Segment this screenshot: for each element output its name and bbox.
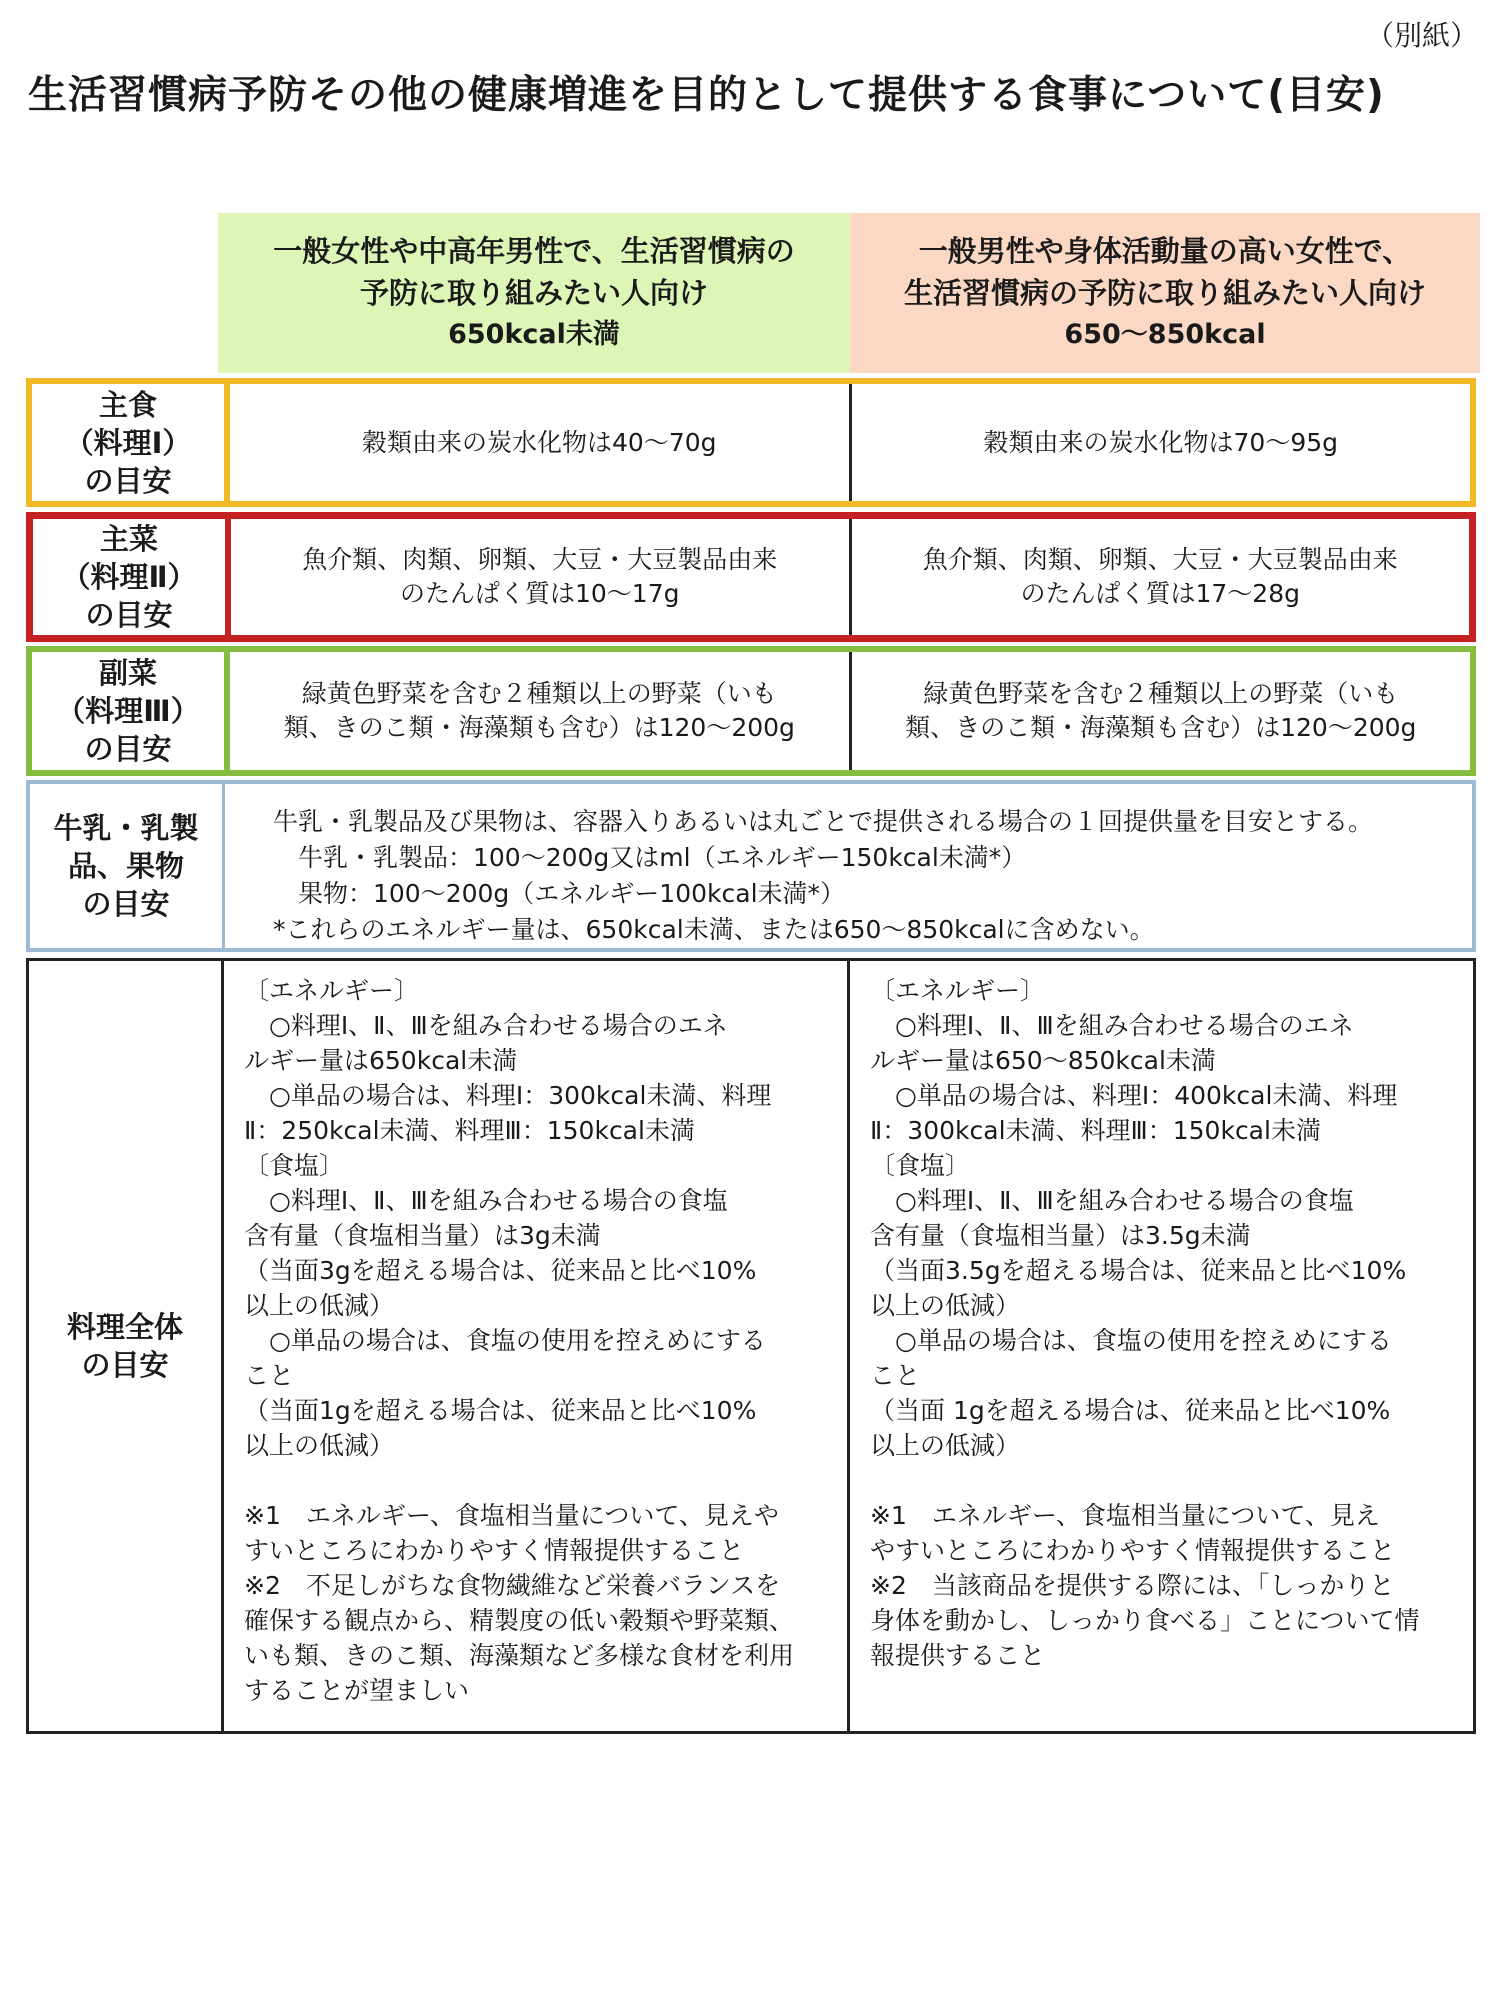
cell-line: ルギー量は650～850kcal未満 (870, 1046, 1216, 1075)
row-label-line: 主菜 (99, 522, 158, 556)
row-label-main-dish (33, 519, 225, 635)
cell-overall-650 (221, 961, 847, 1731)
cell-line: 〔エネルギー〕 (244, 976, 420, 1005)
column-header-line: 生活習慣病の予防に取り組みたい人向け (903, 276, 1426, 310)
row-side-dish (26, 646, 1476, 776)
cell-line: のたんぱく質は10～17g (399, 579, 680, 608)
row-label-line: 副菜 (98, 656, 157, 690)
column-header-kcal: 650～850kcal (1064, 319, 1266, 350)
cell-milk-fruit (222, 784, 1472, 948)
page-title: 生活習慣病予防その他の健康増進を目的として提供する食事について(目安) (28, 73, 1385, 118)
cell-line: ○料理Ⅰ、Ⅱ、Ⅲを組み合わせる場合のエネ (244, 1011, 728, 1040)
column-header-line: 予防に取り組みたい人向け (359, 276, 708, 310)
cell-line: 以上の低減） (244, 1431, 395, 1460)
cell-line: Ⅱ：250kcal未満、料理Ⅲ：150kcal未満 (244, 1116, 695, 1145)
cell-line: 以上の低減） (870, 1291, 1021, 1320)
cell-line: （当面3.5gを超える場合は、従来品と比べ10% (870, 1256, 1407, 1285)
cell-staple-650-850 (849, 384, 1471, 501)
cell-staple-650 (224, 384, 849, 501)
row-label-overall (29, 961, 221, 1731)
cell-line: ※1 エネルギー、食塩相当量について、見え (870, 1501, 1380, 1530)
cell-line: ○料理Ⅰ、Ⅱ、Ⅲを組み合わせる場合のエネ (870, 1011, 1354, 1040)
cell-line: 牛乳・乳製品及び果物は、容器入りあるいは丸ごとで提供される場合の１回提供量を目安とする。 (273, 807, 1374, 836)
row-label-line: の目安 (82, 887, 170, 921)
cell-line: （当面3gを超える場合は、従来品と比べ10% (244, 1256, 757, 1285)
cell-line: することが望ましい (244, 1676, 470, 1705)
row-label-staple (32, 384, 224, 501)
cell-side-650-850 (849, 652, 1471, 770)
row-label-line: 主食 (98, 387, 157, 422)
cell-line: 緑黄色野菜を含む２種類以上の野菜（いも (923, 679, 1399, 708)
cell-line: 魚介類、肉類、卵類、大豆・大豆製品由来 (922, 545, 1398, 574)
cell-line: ○単品の場合は、食塩の使用を控えめにする (870, 1326, 1392, 1355)
cell-line (244, 1463, 837, 1498)
cell-line: ○単品の場合は、料理Ⅰ：300kcal未満、料理 (244, 1081, 772, 1110)
cell-line: ○単品の場合は、食塩の使用を控えめにする (244, 1326, 766, 1355)
cell-line: 牛乳・乳製品：100～200g又はml（エネルギー150kcal未満*） (273, 843, 1027, 872)
cell-line: 類、きのこ類・海藻類も含む）は120～200g (283, 713, 795, 742)
cell-line: （当面1gを超える場合は、従来品と比べ10% (244, 1396, 757, 1425)
row-label-line: （料理Ⅰ） (64, 425, 192, 460)
cell-line: 緑黄色野菜を含む２種類以上の野菜（いも (301, 679, 777, 708)
cell-line (870, 1463, 1463, 1498)
row-label-line: 品、果物 (67, 849, 184, 883)
cell-line: 身体を動かし、しっかり食べる」ことについて情 (870, 1606, 1420, 1635)
row-staple (26, 378, 1476, 507)
cell-line: こと (244, 1361, 295, 1390)
cell-line: 〔エネルギー〕 (870, 976, 1046, 1005)
cell-line: 報提供すること (870, 1641, 1046, 1670)
cell-line: ○単品の場合は、料理Ⅰ：400kcal未満、料理 (870, 1081, 1398, 1110)
row-milk-fruit (26, 780, 1476, 952)
row-label-line: の目安 (81, 1348, 169, 1382)
row-label-line: 料理全体 (66, 1310, 183, 1344)
cell-line: ○料理Ⅰ、Ⅱ、Ⅲを組み合わせる場合の食塩 (244, 1186, 728, 1215)
column-header-650-850 (850, 213, 1480, 373)
cell-line: ※2 不足しがちな食物繊維など栄養バランスを (244, 1571, 781, 1600)
cell-line: 以上の低減） (244, 1291, 395, 1320)
cell-line: 〔食塩〕 (870, 1151, 971, 1180)
cell-line: 類、きのこ類・海藻類も含む）は120～200g (905, 713, 1417, 742)
attachment-note: （別紙） (1365, 19, 1478, 52)
cell-line: （当面 1gを超える場合は、従来品と比べ10% (870, 1396, 1391, 1425)
row-label-side-dish (32, 652, 224, 770)
cell-line: 含有量（食塩相当量）は3.5g未満 (870, 1221, 1251, 1250)
cell-line: *これらのエネルギー量は、650kcal未満、または650～850kcalに含めない。 (273, 915, 1155, 944)
cell-line: 穀類由来の炭水化物は70～95g (983, 427, 1338, 457)
cell-line: 穀類由来の炭水化物は40～70g (362, 427, 717, 457)
column-header-line: 一般女性や中高年男性で、生活習慣病の (273, 234, 795, 268)
cell-line: こと (870, 1361, 921, 1390)
row-main-dish (26, 512, 1476, 642)
cell-line: 含有量（食塩相当量）は3g未満 (244, 1221, 601, 1250)
cell-line: ○料理Ⅰ、Ⅱ、Ⅲを組み合わせる場合の食塩 (870, 1186, 1354, 1215)
cell-line: やすいところにわかりやすく情報提供すること (870, 1536, 1396, 1565)
cell-line: ルギー量は650kcal未満 (244, 1046, 518, 1075)
cell-line: のたんぱく質は17～28g (1020, 579, 1300, 608)
column-header-kcal: 650kcal未満 (448, 319, 620, 350)
column-header-line: 一般男性や身体活動量の高い女性で、 (918, 234, 1412, 268)
cell-line: 〔食塩〕 (244, 1151, 345, 1180)
cell-main-650 (225, 519, 849, 635)
row-label-line: （料理Ⅲ） (56, 694, 200, 728)
cell-line: すいところにわかりやすく情報提供すること (244, 1536, 745, 1565)
cell-line: Ⅱ：300kcal未満、料理Ⅲ：150kcal未満 (870, 1116, 1321, 1145)
row-label-milk-fruit (30, 784, 222, 948)
row-label-line: （料理Ⅱ） (61, 560, 197, 594)
cell-main-650-850 (849, 519, 1470, 635)
cell-side-650 (224, 652, 849, 770)
row-label-line: の目安 (85, 598, 173, 632)
cell-line: 確保する観点から、精製度の低い穀類や野菜類、 (244, 1606, 795, 1635)
row-label-line: の目安 (84, 463, 172, 498)
cell-line: ※1 エネルギー、食塩相当量について、見えや (244, 1501, 779, 1530)
cell-line: いも類、きのこ類、海藻類など多様な食材を利用 (244, 1641, 795, 1670)
column-header-650 (218, 213, 850, 373)
cell-overall-650-850 (847, 961, 1473, 1731)
cell-line: ※2 当該商品を提供する際には、「しっかりと (870, 1571, 1395, 1600)
row-label-line: の目安 (84, 732, 172, 766)
cell-line: 以上の低減） (870, 1431, 1021, 1460)
cell-line: 果物：100～200g（エネルギー100kcal未満*） (273, 879, 846, 908)
row-label-line: 牛乳・乳製 (53, 811, 199, 845)
cell-line: 魚介類、肉類、卵類、大豆・大豆製品由来 (302, 545, 778, 574)
row-overall (26, 958, 1476, 1734)
